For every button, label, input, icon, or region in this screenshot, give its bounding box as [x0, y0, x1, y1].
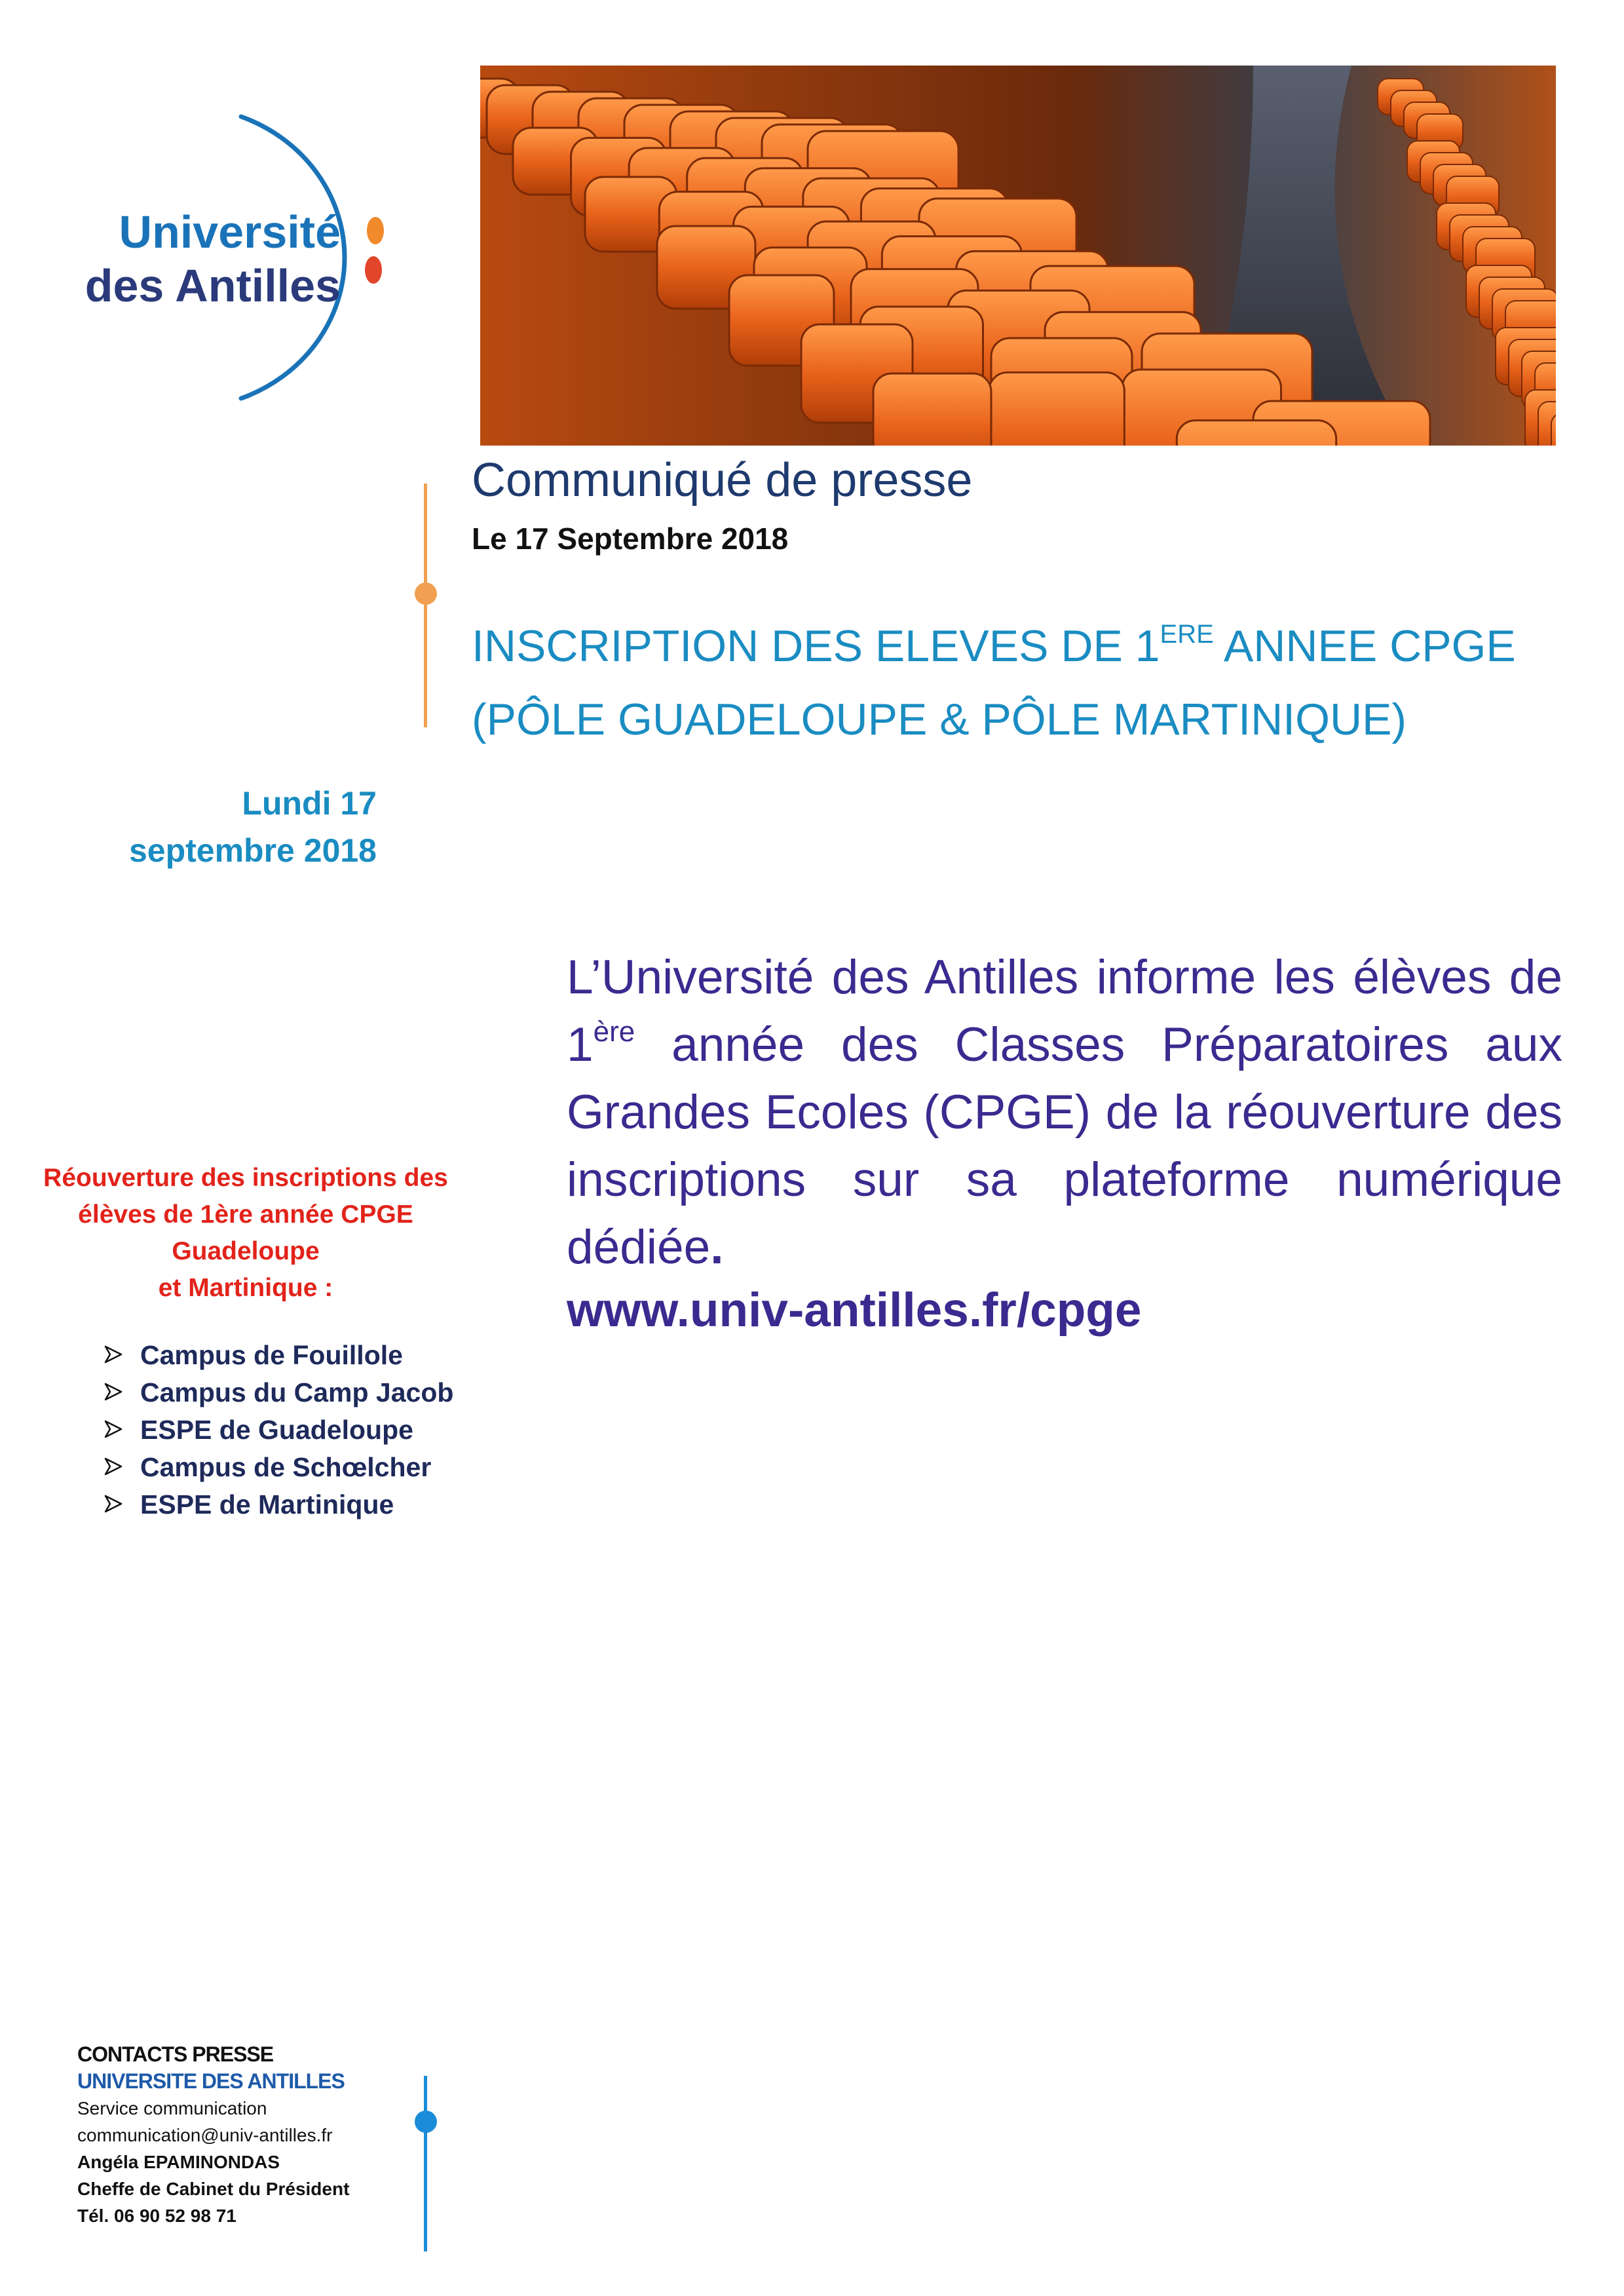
headline-post: ANNEE CPGE: [1213, 621, 1516, 671]
university-logo: [66, 105, 406, 413]
list-item: [104, 1486, 453, 1523]
body-part2: année des Classes Préparatoires aux Grandes Ecoles (CPGE) de la réouverture des inscriptions sur sa plateforme numérique dédiée: [567, 1018, 1562, 1274]
body-paragraph: [567, 944, 1562, 1281]
contacts-role: Cheffe de Cabinet du Président: [77, 2179, 350, 2199]
arrow-bullet-icon: [104, 1486, 140, 1523]
sidebar-title: [36, 1160, 455, 1307]
sidebar-title-line: Guadeloupe: [172, 1237, 320, 1265]
headline-line2: (PÔLE GUADELOUPE & PÔLE MARTINIQUE): [472, 695, 1407, 744]
orange-accent-dot: [415, 583, 437, 605]
arrow-bullet-icon: [104, 1449, 140, 1486]
sidebar-title-line: Réouverture des inscriptions des: [43, 1164, 448, 1192]
sidebar-date-line2: septembre 2018: [128, 832, 377, 869]
list-item-label: ESPE de Martinique: [140, 1489, 394, 1520]
campus-list: [104, 1337, 453, 1523]
logo-line1: Université: [119, 206, 341, 258]
body-part1: L’Université des Antilles informe les élèves de 1: [567, 951, 1562, 1071]
auditorium-seats-photo: [480, 66, 1556, 446]
seat-shape: [1177, 421, 1336, 446]
blue-accent-line: [424, 2076, 427, 2251]
page-title: Communiqué de presse: [472, 454, 973, 507]
headline-sup: ERE: [1160, 620, 1214, 649]
contacts-org: UNIVERSITE DES ANTILLES: [77, 2069, 345, 2093]
contacts-heading: CONTACTS PRESSE: [77, 2042, 274, 2066]
list-item-label: Campus de Schœlcher: [140, 1452, 432, 1482]
body-sup: ère: [593, 1016, 635, 1048]
list-item-label: Campus de Fouillole: [140, 1340, 403, 1370]
orange-accent-line: [424, 484, 427, 727]
arrow-bullet-icon: [104, 1411, 140, 1449]
contacts-phone: Tél. 06 90 52 98 71: [77, 2206, 236, 2226]
cpge-link[interactable]: www.univ-antilles.fr/cpge: [567, 1284, 1142, 1337]
list-item-label: ESPE de Guadeloupe: [140, 1415, 413, 1445]
seat-shape: [873, 373, 991, 446]
sidebar-title-line: élèves de 1ère année CPGE: [78, 1200, 413, 1229]
sidebar-title-line: et Martinique :: [158, 1274, 333, 1302]
sidebar-date-line1: Lundi 17: [242, 785, 377, 822]
headline-pre: INSCRIPTION DES ELEVES DE 1: [472, 621, 1160, 671]
list-item: [104, 1374, 453, 1411]
contacts-service: Service communication: [77, 2098, 267, 2118]
body-period: .: [710, 1221, 724, 1274]
blue-accent-dot: [415, 2111, 437, 2133]
arrow-bullet-icon: [104, 1374, 140, 1411]
list-item-label: Campus du Camp Jacob: [140, 1377, 454, 1407]
press-contacts: [77, 2041, 349, 2229]
arrow-bullet-icon: [104, 1337, 140, 1374]
sidebar-date: [66, 780, 377, 874]
list-item: [104, 1337, 453, 1374]
list-item: [104, 1411, 453, 1449]
list-item: [104, 1449, 453, 1486]
headline: [472, 609, 1585, 756]
logo-line2: des Antilles: [85, 260, 341, 311]
contacts-name: Angéla EPAMINONDAS: [77, 2152, 280, 2172]
contacts-email[interactable]: communication@univ-antilles.fr: [77, 2125, 333, 2145]
release-date: Le 17 Septembre 2018: [472, 522, 789, 556]
seat-shape: [989, 372, 1125, 446]
